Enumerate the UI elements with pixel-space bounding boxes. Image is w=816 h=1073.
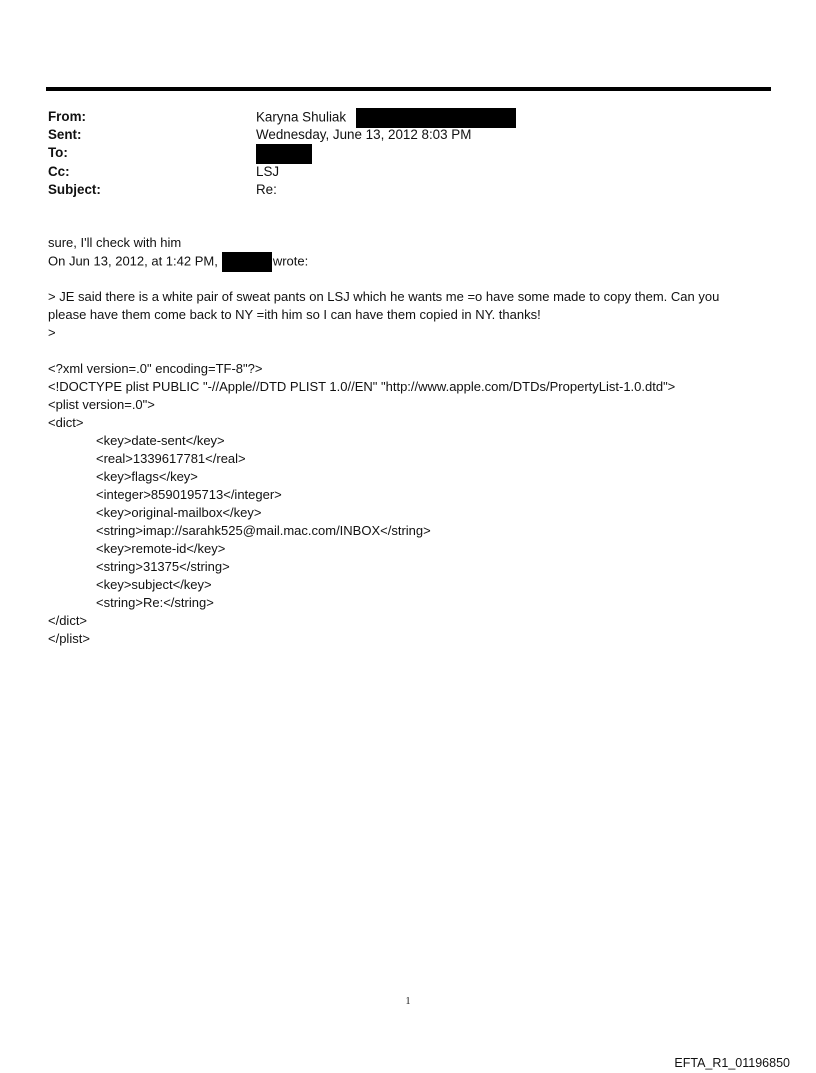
sent-label: Sent: (48, 127, 82, 142)
header-rule (46, 87, 771, 91)
redaction-box (256, 144, 312, 164)
document-id: EFTA_R1_01196850 (674, 1056, 790, 1070)
plist-line: <string>31375</string> (96, 559, 230, 574)
reply-line: sure, I'll check with him (48, 235, 182, 250)
from-value (256, 108, 516, 128)
redaction-box (222, 252, 272, 272)
plist-line: <key>date-sent</key> (96, 433, 225, 448)
from-name: Karyna Shuliak (256, 109, 347, 125)
plist-line: <real>1339617781</real> (96, 451, 246, 466)
attribution-prefix: On Jun 13, 2012, at 1:42 PM, (48, 253, 218, 269)
plist-line: <key>original-mailbox</key> (96, 505, 262, 520)
to-label: To: (48, 145, 68, 160)
quoted-line: > (48, 325, 56, 340)
subject-label: Subject: (48, 182, 101, 197)
plist-line: </plist> (48, 631, 90, 646)
cc-value: LSJ (256, 164, 280, 179)
subject-value: Re: (256, 182, 277, 197)
attribution-suffix: wrote: (272, 253, 309, 269)
plist-line: <key>remote-id</key> (96, 541, 226, 556)
plist-line: <plist version=.0"> (48, 397, 155, 412)
quote-attribution (48, 252, 308, 272)
plist-line: <?xml version=.0" encoding=TF-8"?> (48, 361, 263, 376)
plist-line: <!DOCTYPE plist PUBLIC "-//Apple//DTD PLIST 1.0//EN" "http://www.apple.com/DTDs/PropertyList-1.0.dtd"> (48, 379, 676, 394)
plist-line: <integer>8590195713</integer> (96, 487, 282, 502)
plist-line: </dict> (48, 613, 88, 628)
cc-label: Cc: (48, 164, 70, 179)
page-number: 1 (405, 996, 411, 1007)
sent-value: Wednesday, June 13, 2012 8:03 PM (256, 127, 472, 142)
plist-line: <key>subject</key> (96, 577, 212, 592)
plist-line: <dict> (48, 415, 84, 430)
plist-line: <key>flags</key> (96, 469, 198, 484)
from-label: From: (48, 109, 86, 124)
to-value (256, 144, 312, 164)
plist-line: <string>Re:</string> (96, 595, 214, 610)
quoted-line: please have them come back to NY =ith him so I can have them copied in NY. thanks! (48, 307, 541, 322)
plist-line: <string>imap://sarahk525@mail.mac.com/INBOX</string> (96, 523, 431, 538)
quoted-line: > JE said there is a white pair of sweat pants on LSJ which he wants me =o have some made to copy them. Can you (48, 289, 720, 304)
redaction-box (356, 108, 516, 128)
